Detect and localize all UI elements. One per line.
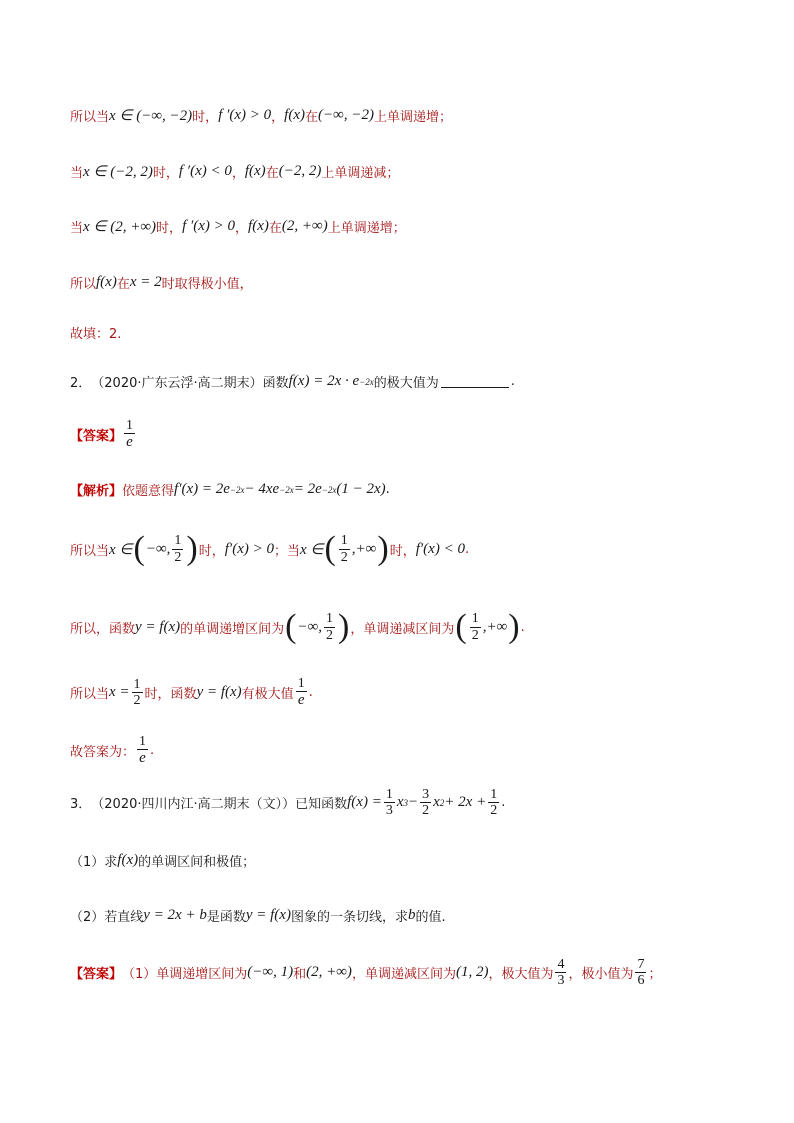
text: ， [231,166,245,181]
math: y = f(x) [196,683,242,700]
math: x ∈ [109,541,133,558]
math: −∞, [297,618,323,635]
text: . [150,742,155,758]
text: 上单调递减； [321,166,400,181]
exponent: 2 [439,797,445,808]
text: ，极小值为 [568,967,634,983]
numerator: 1 [139,734,147,749]
numerator: 1 [340,533,348,549]
solution-2-sign-analysis [70,532,469,566]
solution-2-derivative [70,480,390,499]
question-3 [70,787,505,819]
text: ，单调递减区间为 [351,967,456,983]
text: 在 [268,221,282,236]
math: + 2x + [444,794,487,811]
paren-open: ( [324,530,336,567]
text: （2）若直线 [70,910,144,925]
denominator: e [297,692,305,709]
math: b [407,907,416,923]
text: 的极大值为 [373,376,439,391]
math: f(x) [117,852,139,868]
numerator: 3 [422,787,430,802]
math: f(x) [248,218,269,234]
text: 所以，函数 [70,621,136,637]
text: （1）单调递增区间为 [122,967,248,983]
denominator: 3 [557,973,565,989]
fraction [172,533,183,565]
denominator: 2 [422,803,430,819]
denominator: 2 [174,549,182,565]
paren-close: ) [508,608,520,645]
numerator: 4 [557,957,565,972]
text: ；当 [273,543,300,559]
math: (−∞, 1) [247,964,294,981]
denominator: e [126,434,133,451]
math: f(x) [96,274,117,290]
solution-2-intervals [70,610,525,644]
text: 故填：2. [70,327,122,342]
question-2 [70,372,515,391]
fraction [384,787,395,819]
fraction [635,957,646,989]
numerator: 1 [297,676,305,691]
text: 上单调递增； [373,110,452,125]
math: f ′(x) > 0 [218,107,272,123]
analysis-tag: 【解析】 [70,484,123,499]
fraction [124,418,135,451]
solution-line-1 [70,106,452,125]
text: ， [235,221,249,236]
answer-blank [441,375,509,388]
question-3-part-1 [70,851,255,870]
paren-open: ( [455,608,467,645]
denominator: 2 [326,627,334,643]
math: − 4xe [244,481,280,497]
math: f(x) [284,107,305,123]
math: f(x) [244,163,266,179]
fraction [324,611,335,643]
text: 和 [293,967,307,983]
math: f ′(x) < 0 [178,163,232,179]
answer-2 [70,418,137,451]
text: 所以当 [70,543,110,559]
math: f ′(x) > 0 [182,218,236,234]
text: 时，函数 [144,686,197,702]
text: 的单调区间和极值； [138,855,256,870]
numerator: 1 [133,676,141,692]
text: . [501,795,506,811]
fraction [488,787,499,819]
text: （1）求 [70,855,118,870]
exponent: −2x [321,484,337,495]
math: (2, +∞) [306,964,352,981]
text: 时， [389,543,416,559]
fraction [555,957,566,989]
question-number: 2． [70,376,92,391]
math: ,+∞ [482,618,508,635]
exponent: 3 [403,797,408,808]
text: 时， [192,110,219,125]
text: . [308,684,313,700]
solution-2-max [70,676,313,709]
paren-close: ) [338,608,350,645]
fraction [132,677,143,709]
text: 有极大值 [241,686,294,702]
fraction [470,611,481,643]
answer-fill-line [70,323,121,342]
text: 所以当 [70,686,110,702]
text: 所以 [70,277,97,292]
text: 当 [70,221,84,236]
math: f(x) = [347,794,382,811]
math: y = f(x) [135,618,181,635]
solution-line-3 [70,217,406,236]
text: 上单调递增； [327,221,406,236]
exponent: −2x [279,484,294,495]
denominator: 2 [490,803,498,819]
text: 时， [156,221,183,236]
text: 的值. [415,910,446,925]
math: x [396,794,404,811]
question-3-part-2 [70,906,446,925]
math: − [408,794,419,811]
exponent: −2x [359,376,374,387]
math: y = f(x) [245,907,291,923]
math: (−2, 2) [278,163,322,179]
question-number: 3． [70,797,92,813]
math: (−∞, −2) [318,107,374,123]
solution-line-4 [70,273,253,292]
text: 在 [116,277,130,292]
math: x = 2 [129,274,162,290]
numerator: 1 [126,418,134,433]
text: . [520,619,525,635]
math: f(x) = 2x · e [288,373,360,389]
text: 的单调递增区间为 [180,621,285,637]
text: 故答案为： [70,744,136,760]
math: x = [109,683,130,700]
math: (2, +∞) [281,218,328,234]
denominator: 2 [133,692,141,708]
text: 当 [70,166,84,181]
math: f′(x) < 0 [415,540,465,557]
denominator: 2 [340,549,348,565]
text: ，单调递减区间为 [350,621,455,637]
paren-open: ( [133,530,145,567]
numerator: 1 [471,611,479,627]
question-source: （2020·广东云浮·高二期末）函数 [91,376,289,391]
text: 图象的一条切线，求 [290,910,408,925]
math: (1 − 2x) [336,481,386,497]
answer-tag: 【答案】 [70,428,123,444]
denominator: 3 [385,803,393,819]
text: ， [271,110,285,125]
numerator: 1 [385,787,393,802]
math: f′(x) = 2e [174,481,230,497]
paren-close: ) [186,530,198,567]
denominator: 6 [637,973,645,989]
math: −∞, [145,540,171,557]
solution-line-2 [70,162,399,181]
text: 时取得极小值， [161,277,253,292]
numerator: 1 [490,787,498,802]
math: ,+∞ [351,540,377,557]
text: 依题意得 [122,484,175,499]
math: y = 2x + b [143,907,207,923]
answer-3 [70,957,662,989]
math: (1, 2) [455,964,489,981]
text: ； [648,967,662,983]
text: 所以当 [70,110,110,125]
math: = 2e [293,481,322,497]
exponent: −2x [229,484,245,495]
text: 在 [265,166,279,181]
fraction [137,734,148,767]
math: x ∈ [299,541,324,558]
denominator: e [139,750,146,767]
text: 是函数 [206,910,246,925]
answer-fill-line-2 [70,734,154,767]
numerator: 1 [326,611,334,627]
denominator: 2 [471,627,479,643]
answer-tag: 【答案】 [70,967,123,983]
fraction [420,787,431,819]
text: 时， [198,543,225,559]
text: 在 [305,110,319,125]
text: . [510,374,515,389]
text: . [464,541,470,557]
math: x ∈ (−2, 2) [83,164,153,180]
math: x ∈ (−∞, −2) [109,108,193,124]
question-source: （2020·四川内江·高二期末（文））已知函数 [91,797,348,813]
numerator: 1 [174,533,182,549]
math: x [433,794,440,811]
fraction [296,676,307,709]
math: f′(x) > 0 [224,540,274,557]
text: . [385,482,390,497]
fraction [339,533,350,565]
paren-close: ) [377,530,389,567]
text: ，极大值为 [488,967,554,983]
text: 时， [152,166,179,181]
math: x ∈ (2, +∞) [83,219,157,235]
numerator: 7 [637,957,645,972]
paren-open: ( [285,608,297,645]
